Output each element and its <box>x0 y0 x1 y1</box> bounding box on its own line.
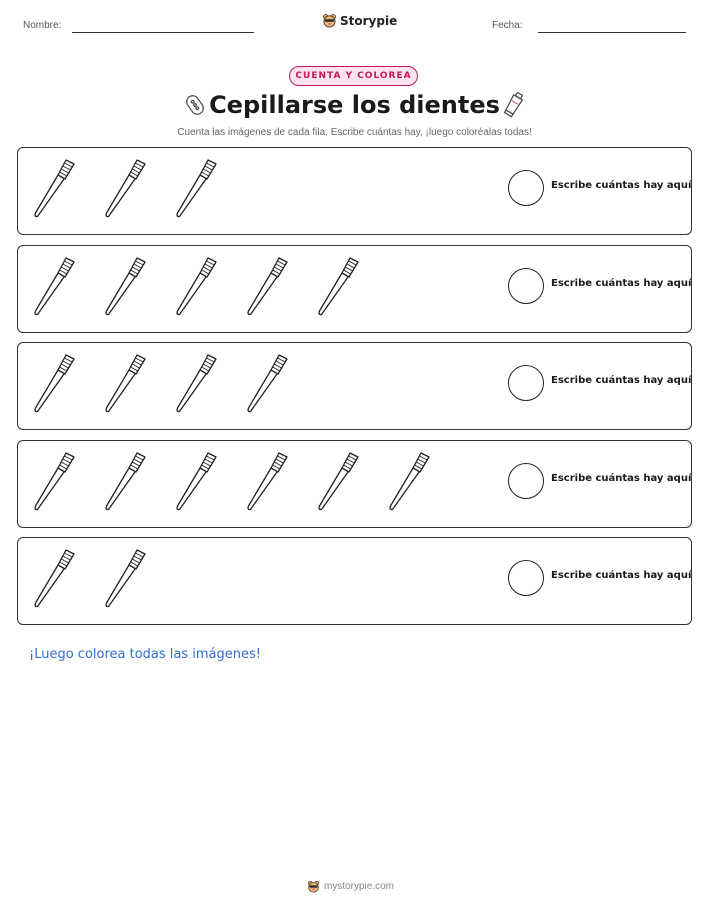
counting-row-4 <box>17 440 692 528</box>
toothbrush-icon <box>383 448 436 512</box>
answer-circle[interactable] <box>508 560 544 596</box>
toothbrush-icon <box>28 545 81 609</box>
toothbrush-group <box>28 253 365 317</box>
page-title: Cepillarse los dientes <box>209 91 500 119</box>
answer-label: Escribe cuántas hay aquí <box>551 375 692 386</box>
instruction-text: Cuenta las imágenes de cada fila. Escribe cuántas hay, ¡luego coloréalas todas! <box>177 127 532 138</box>
bear-mascot-icon <box>322 13 337 28</box>
toothbrush-icon <box>170 253 223 317</box>
toothbrush-icon <box>312 253 365 317</box>
toothbrush-icon <box>170 155 223 219</box>
toothbrush-group <box>28 155 223 219</box>
coloring-note: ¡Luego colorea todas las imágenes! <box>29 647 261 662</box>
toothbrush-group <box>28 350 294 414</box>
toothbrush-icon <box>170 448 223 512</box>
name-line[interactable] <box>72 32 254 33</box>
toothbrush-group <box>28 545 152 609</box>
brand-logo <box>322 13 397 28</box>
answer-label: Escribe cuántas hay aquí <box>551 570 692 581</box>
answer-circle[interactable] <box>508 365 544 401</box>
brand-name: Storypie <box>340 13 398 28</box>
activity-badge: CUENTA Y COLOREA <box>289 66 418 86</box>
toothbrush-icon <box>28 155 81 219</box>
toothbrush-icon <box>241 448 294 512</box>
date-line[interactable] <box>538 32 686 33</box>
counting-row-3 <box>17 342 692 430</box>
answer-circle[interactable] <box>508 463 544 499</box>
toothbrush-icon <box>99 545 152 609</box>
counting-row-2 <box>17 245 692 333</box>
answer-label: Escribe cuántas hay aquí <box>551 473 692 484</box>
answer-circle[interactable] <box>508 268 544 304</box>
toothbrush-icon <box>28 350 81 414</box>
footer-site: mystorypie.com <box>324 881 395 892</box>
answer-label: Escribe cuántas hay aquí <box>551 278 692 289</box>
toothbrush-icon <box>99 448 152 512</box>
counting-row-1 <box>17 147 692 235</box>
toothbrush-icon <box>28 448 81 512</box>
footer-brand <box>307 880 394 893</box>
counting-row-5 <box>17 537 692 625</box>
toothbrush-icon <box>312 448 365 512</box>
bear-mascot-icon <box>307 880 320 893</box>
answer-circle[interactable] <box>508 170 544 206</box>
toothbrush-icon <box>170 350 223 414</box>
toothbrush-icon <box>99 350 152 414</box>
date-label: Fecha: <box>492 20 523 31</box>
answer-label: Escribe cuántas hay aquí <box>551 180 692 191</box>
toothbrush-icon <box>28 253 81 317</box>
toothpaste-tube-icon <box>499 90 527 122</box>
toothbrush-group <box>28 448 436 512</box>
toothbrush-icon <box>99 253 152 317</box>
toothbrush-icon <box>99 155 152 219</box>
toothbrush-icon <box>241 253 294 317</box>
name-label: Nombre: <box>23 20 62 31</box>
toothbrush-icon <box>241 350 294 414</box>
